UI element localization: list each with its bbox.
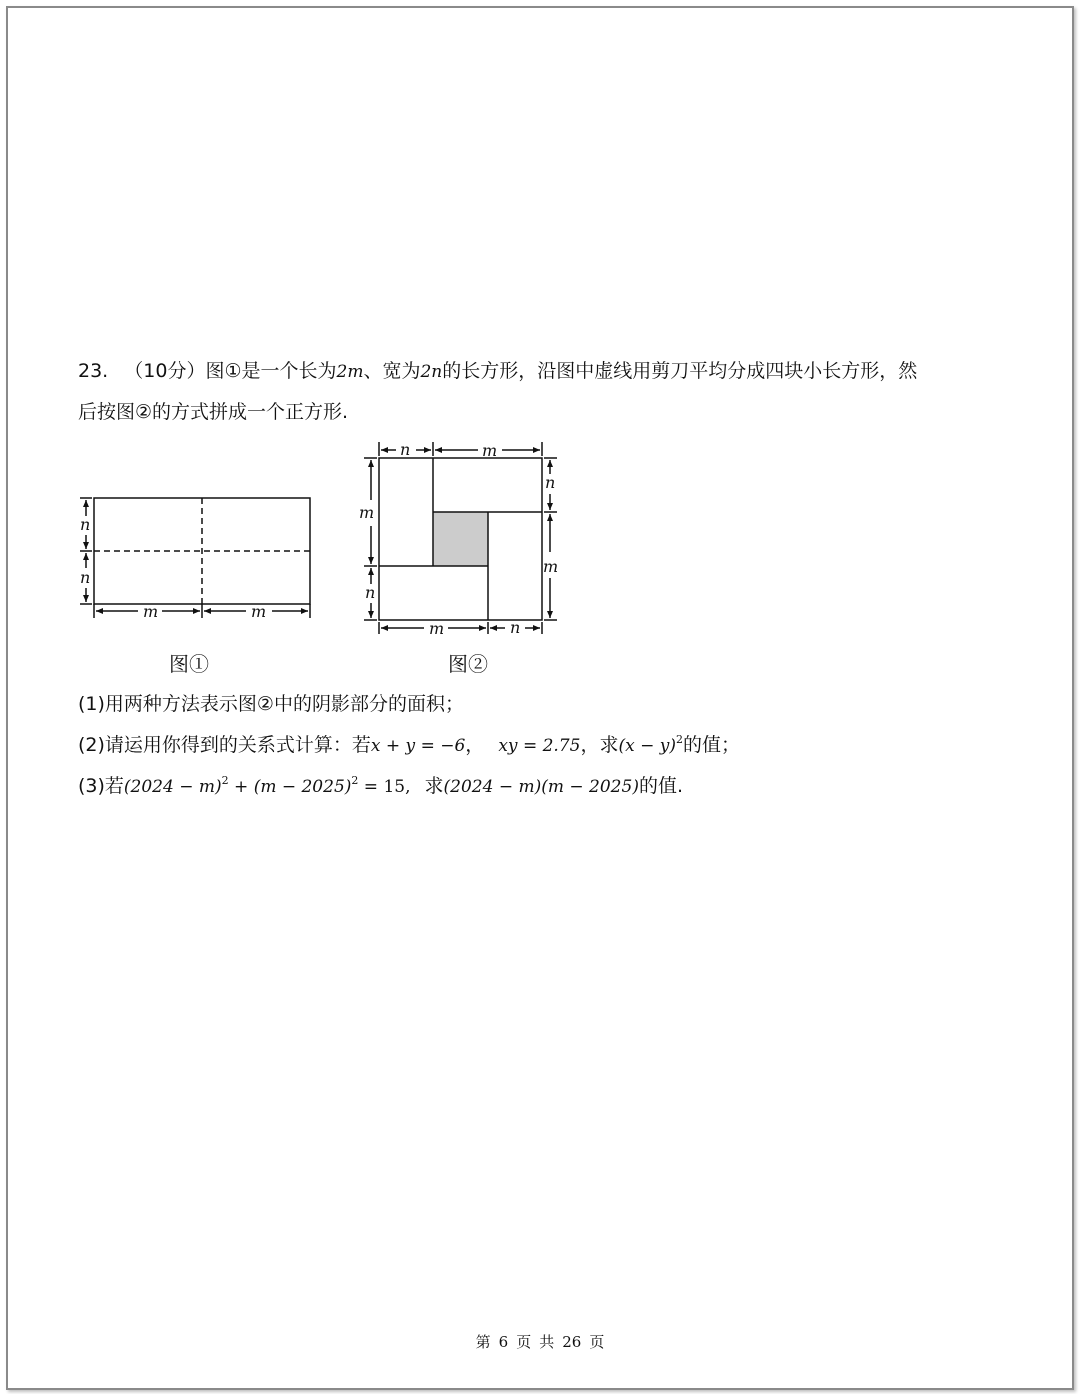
page-footer (0, 1331, 1080, 1352)
fig2-label-n-top: n (400, 440, 411, 459)
length-value: 2m (336, 362, 364, 382)
part-2 (78, 730, 740, 757)
fig2-label-n-bottom: n (510, 618, 521, 637)
part-3-equals: = 15, (358, 777, 411, 797)
footer-text-3: 共 (539, 1333, 555, 1351)
question-points: （10分） (124, 360, 206, 382)
footer-text-1: 第 (475, 1333, 491, 1351)
part-2-suffix: 的值； (682, 734, 740, 756)
figure-1 (80, 498, 310, 618)
width-value: 2n (420, 362, 443, 382)
part-1: (1)用两种方法表示图②中的阴影部分的面积； (78, 693, 464, 715)
part-3-term-1: (2024 − m) (123, 777, 222, 797)
part-2-equation-1: x + y = −6 (370, 736, 466, 756)
fig1-caption: 图① (169, 652, 209, 676)
fig2-label-n-right: n (545, 473, 556, 492)
fig2-label-m-right: m (543, 557, 559, 576)
part-2-equation-2: xy = 2.75 (498, 736, 581, 756)
footer-text-4: 页 (589, 1333, 605, 1351)
fig2-label-m-bottom: m (429, 619, 445, 638)
part-2-mid: ，求 (580, 734, 619, 756)
figure-2 (364, 442, 557, 634)
question-line-2: 后按图②的方式拼成一个正方形. (78, 401, 349, 423)
question-number: 23. (78, 360, 109, 382)
part-2-prefix: (2)请运用你得到的关系式计算：若 (78, 734, 371, 756)
question-text-c: 的长方形，沿图中虚线用剪刀平均分成四块小长方形，然 (442, 360, 918, 382)
fig2-caption: 图② (448, 652, 488, 676)
footer-text-2: 页 (516, 1333, 532, 1351)
fig2-shaded-square (433, 512, 488, 566)
part-3-product: (2024 − m)(m − 2025) (443, 777, 639, 797)
part-2-comma: ， (465, 734, 485, 756)
fig2-label-n-left: n (365, 583, 376, 602)
part-3-mid: 求 (424, 775, 444, 797)
part-2-exponent: 2 (675, 733, 683, 746)
footer-page-number: 6 (498, 1333, 509, 1351)
fig1-label-n-top: n (80, 515, 91, 534)
fig1-label-m-right: m (251, 602, 267, 621)
part-3-exponent-1: 2 (221, 774, 229, 787)
fig1-label-m-left: m (143, 602, 159, 621)
question-text-b: 、宽为 (363, 360, 421, 382)
question-text-a: 图①是一个长为 (205, 360, 337, 382)
part-3-term-2: (m − 2025) (253, 777, 352, 797)
part-3-exponent-2: 2 (351, 774, 359, 787)
part-3-prefix: (3)若 (78, 775, 124, 797)
part-3-plus: + (228, 777, 254, 797)
fig1-label-n-bottom: n (80, 568, 91, 587)
part-3-suffix: 的值. (638, 775, 683, 797)
part-3 (78, 771, 683, 798)
part-2-expression: (x − y) (618, 736, 676, 756)
footer-total-pages: 26 (562, 1333, 582, 1351)
fig2-label-m-top: m (482, 441, 498, 460)
fig2-label-m-left: m (359, 503, 375, 522)
